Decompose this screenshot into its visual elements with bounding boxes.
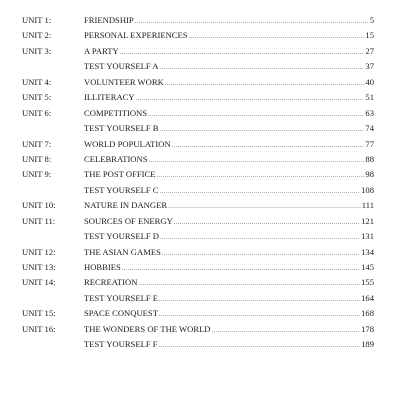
- page-number: 63: [365, 107, 374, 118]
- page-number: 15: [365, 30, 374, 41]
- test-title: TEST YOURSELF E: [84, 292, 159, 303]
- test-title: TEST YOURSELF A: [84, 61, 159, 72]
- page-number: 121: [361, 215, 374, 226]
- toc-entry: [22, 275, 374, 290]
- unit-number: UNIT 1:: [22, 15, 52, 25]
- test-title: TEST YOURSELF F: [84, 339, 158, 350]
- toc-entry: [22, 90, 374, 105]
- unit-number: UNIT 6:: [22, 107, 52, 118]
- page-number: 77: [365, 138, 374, 149]
- test-title: TEST YOURSELF B: [84, 123, 159, 134]
- unit-number: UNIT 3:: [22, 45, 52, 56]
- page-number: 27: [365, 45, 374, 56]
- unit-number: UNIT 5:: [22, 92, 52, 103]
- unit-title: COMPETITIONS: [84, 107, 148, 118]
- page-number: 189: [361, 339, 374, 350]
- unit-title: THE WONDERS OF THE WORLD: [84, 323, 211, 334]
- toc-entry: [22, 44, 374, 59]
- unit-number: UNIT 12:: [22, 246, 56, 257]
- unit-number: UNIT 14:: [22, 277, 56, 288]
- page-number: 134: [361, 246, 374, 257]
- page-number: 164: [361, 292, 374, 303]
- toc-entry-line: [84, 337, 374, 354]
- toc-entry: [22, 229, 374, 244]
- unit-number: UNIT 2:: [22, 30, 52, 41]
- page-number: 98: [365, 169, 374, 180]
- test-title: TEST YOURSELF C: [84, 184, 159, 195]
- page-number: 88: [365, 153, 374, 164]
- unit-number: UNIT 16:: [22, 323, 56, 334]
- toc-entry: [22, 183, 374, 198]
- toc-entry: [22, 106, 374, 121]
- toc-entry: [22, 167, 374, 182]
- unit-title: THE POST OFFICE: [84, 169, 156, 180]
- unit-title: THE ASIAN GAMES: [84, 246, 161, 257]
- unit-number: UNIT 8:: [22, 153, 52, 164]
- toc-entry: [22, 28, 374, 43]
- page-number: 51: [365, 92, 374, 103]
- toc-entry: [22, 306, 374, 321]
- unit-title: PERSONAL EXPERIENCES: [84, 30, 188, 41]
- test-title: TEST YOURSELF D: [84, 231, 159, 242]
- unit-number: UNIT 11:: [22, 215, 56, 226]
- unit-title: SOURCES OF ENERGY: [84, 215, 173, 226]
- unit-number: UNIT 7:: [22, 138, 52, 149]
- toc-entry: [22, 337, 374, 352]
- toc-entry: [22, 152, 374, 167]
- page-number: 168: [361, 308, 374, 319]
- page-number: 145: [361, 262, 374, 272]
- toc-entry: [22, 75, 374, 90]
- toc-entry: [22, 322, 374, 337]
- page-number: 131: [361, 231, 374, 242]
- toc-entry: [22, 260, 374, 275]
- table-of-contents: [22, 13, 374, 353]
- unit-title: HOBBIES: [84, 262, 121, 272]
- unit-number: UNIT 9:: [22, 169, 52, 180]
- toc-entry: [22, 137, 374, 152]
- unit-title: VOLUNTEER WORK: [84, 76, 164, 87]
- page-number: 37: [365, 61, 374, 72]
- toc-entry: [22, 245, 374, 260]
- unit-number: UNIT 15:: [22, 308, 56, 319]
- page-number: 178: [361, 323, 374, 334]
- page-number: 74: [365, 123, 374, 134]
- page-number: 5: [369, 15, 374, 25]
- unit-title: A PARTY: [84, 45, 119, 56]
- unit-number: UNIT 13:: [22, 262, 56, 272]
- unit-number: UNIT 4:: [22, 76, 52, 87]
- unit-number: UNIT 10:: [22, 200, 56, 211]
- toc-entry: [22, 291, 374, 306]
- toc-entry: [22, 214, 374, 229]
- page-number: 155: [361, 277, 374, 288]
- page-number: 111: [361, 200, 374, 211]
- toc-entry: [22, 59, 374, 74]
- unit-title: RECREATION: [84, 277, 138, 288]
- unit-title: WORLD POPULATION: [84, 138, 171, 149]
- unit-title: CELEBRATIONS: [84, 153, 148, 164]
- toc-entry: [22, 198, 374, 213]
- toc-entry: [22, 13, 374, 28]
- unit-title: FRIENDSHIP: [84, 15, 134, 25]
- unit-title: SPACE CONQUEST: [84, 308, 158, 319]
- unit-title: ILLITERACY: [84, 92, 135, 103]
- toc-entry: [22, 121, 374, 136]
- page-number: 40: [365, 76, 374, 87]
- unit-title: NATURE IN DANGER: [84, 200, 168, 211]
- page-number: 108: [361, 184, 374, 195]
- dot-leader: [159, 339, 361, 354]
